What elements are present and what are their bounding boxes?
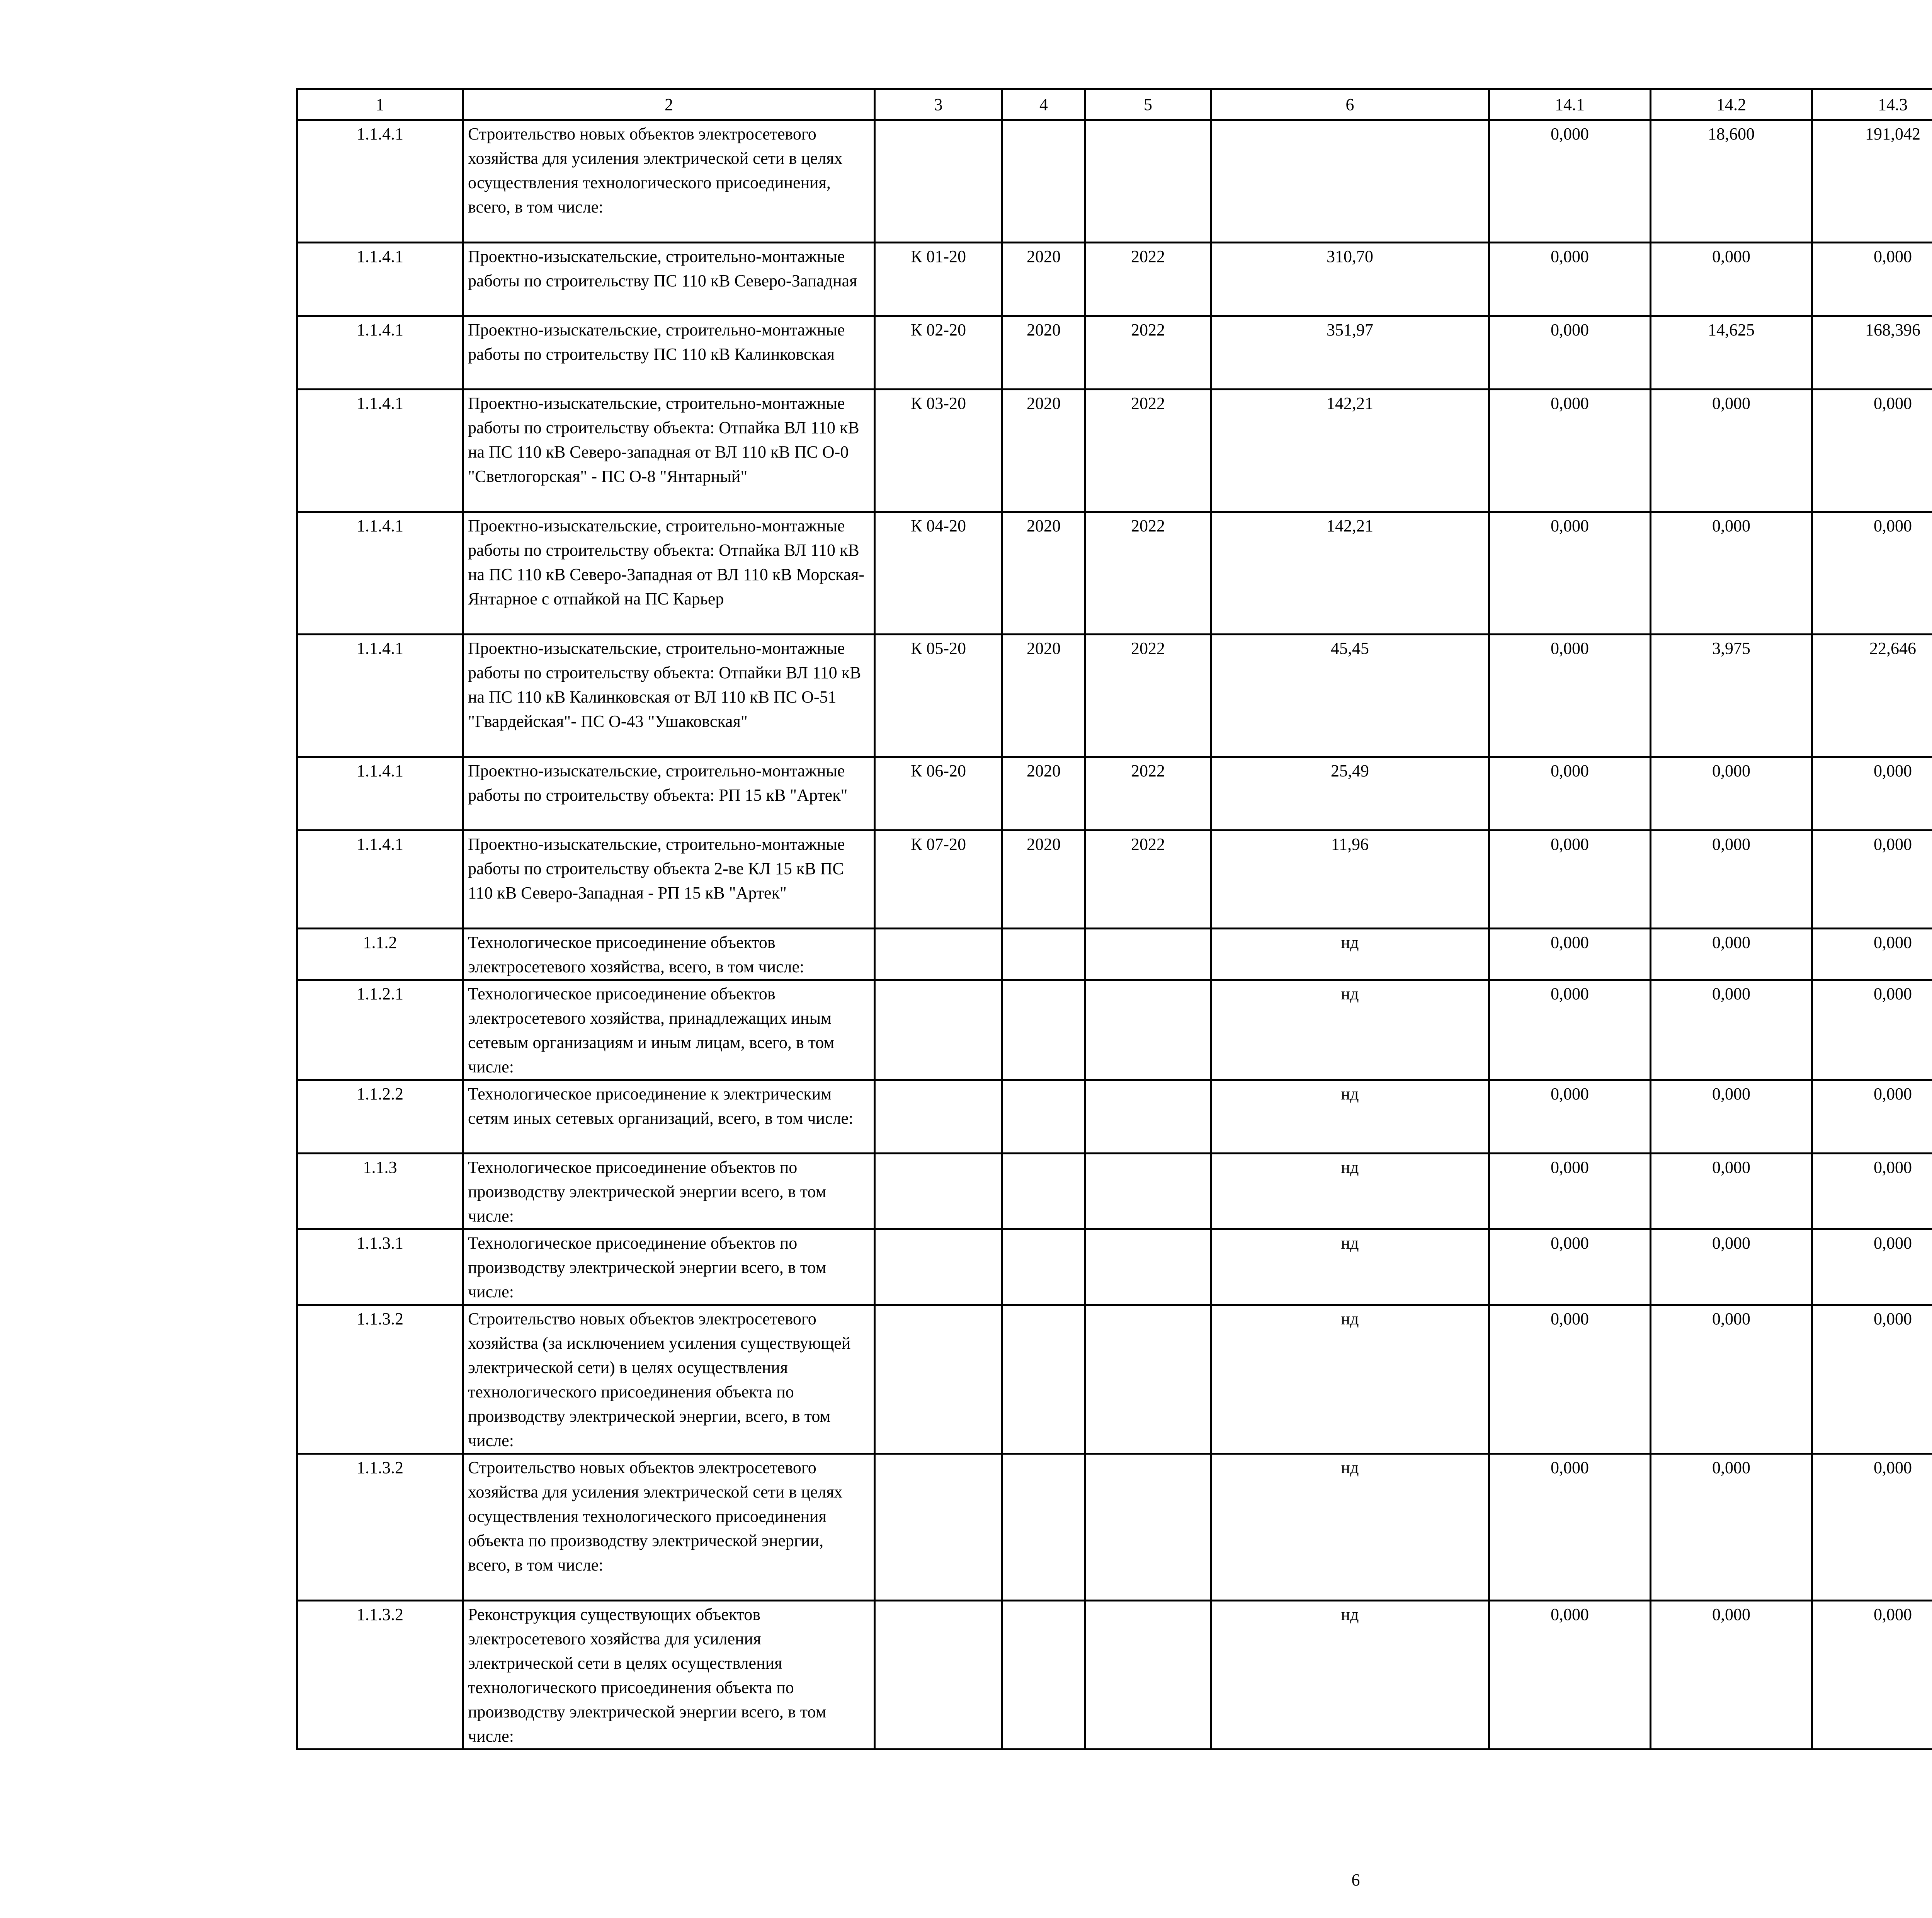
row-col-14-1: 0,000	[1489, 512, 1651, 635]
row-col-14-3: 0,000	[1812, 929, 1932, 980]
header-cell: 5	[1085, 89, 1211, 120]
row-col-14-2: 0,000	[1651, 1454, 1812, 1601]
row-start-year: 2020	[1002, 316, 1085, 390]
row-start-year	[1002, 1229, 1085, 1305]
row-col-14-3: 0,000	[1812, 390, 1932, 512]
header-cell: 3	[875, 89, 1002, 120]
header-cell: 6	[1211, 89, 1489, 120]
row-col-14-1: 0,000	[1489, 1154, 1651, 1229]
row-col-6: нд	[1211, 980, 1489, 1080]
header-cell: 1	[297, 89, 463, 120]
row-col-14-2: 0,000	[1651, 1229, 1812, 1305]
row-start-year	[1002, 1454, 1085, 1601]
row-col-14-2: 0,000	[1651, 831, 1812, 929]
row-end-year: 2022	[1085, 512, 1211, 635]
row-code: 1.1.3.2	[297, 1454, 463, 1601]
row-name: Строительство новых объектов электросетевого хозяйства для усиления электрической сети в целях осуществления технологического присоединения объекта по производству электрической энергии, всего, в том числе:	[463, 1454, 875, 1601]
row-col-14-3: 0,000	[1812, 1454, 1932, 1601]
row-name: Проектно-изыскательские, строительно-монтажные работы по строительству объекта: Отпайка ВЛ 110 кВ на ПС 110 кВ Северо-западная от ВЛ 110 кВ ПС О-0 "Светлогорская" - ПС О-8 "Янтарный"	[463, 390, 875, 512]
row-project-code: К 06-20	[875, 757, 1002, 831]
row-project-code: К 01-20	[875, 243, 1002, 316]
row-col-14-3: 191,042	[1812, 120, 1932, 243]
row-col-14-1: 0,000	[1489, 980, 1651, 1080]
row-code: 1.1.4.1	[297, 243, 463, 316]
row-name: Проектно-изыскательские, строительно-монтажные работы по строительству объекта: Отпайки ВЛ 110 кВ на ПС 110 кВ Калинковская от ВЛ 110 кВ ПС О-51 "Гвардейская"- ПС О-43 "Ушаковская"	[463, 635, 875, 757]
row-col-6: нд	[1211, 1229, 1489, 1305]
row-name: Технологическое присоединение объектов по производству электрической энергии всего, в том числе:	[463, 1229, 875, 1305]
row-name: Технологическое присоединение объектов электросетевого хозяйства, принадлежащих иным сетевым организациям и иным лицам, всего, в том числе:	[463, 980, 875, 1080]
table-row	[297, 1229, 1932, 1305]
row-start-year	[1002, 1601, 1085, 1750]
row-end-year: 2022	[1085, 831, 1211, 929]
row-name: Технологическое присоединение объектов по производству электрической энергии всего, в том числе:	[463, 1154, 875, 1229]
row-col-6: 11,96	[1211, 831, 1489, 929]
row-name: Проектно-изыскательские, строительно-монтажные работы по строительству ПС 110 кВ Северо-Западная	[463, 243, 875, 316]
row-col-6: 351,97	[1211, 316, 1489, 390]
header-cell: 14.2	[1651, 89, 1812, 120]
row-col-14-2: 0,000	[1651, 1154, 1812, 1229]
row-project-code: К 04-20	[875, 512, 1002, 635]
row-start-year: 2020	[1002, 831, 1085, 929]
row-col-6: 142,21	[1211, 390, 1489, 512]
row-start-year	[1002, 980, 1085, 1080]
row-project-code	[875, 1305, 1002, 1454]
row-project-code	[875, 929, 1002, 980]
row-col-14-3: 0,000	[1812, 1601, 1932, 1750]
row-col-6: 25,49	[1211, 757, 1489, 831]
row-project-code	[875, 1080, 1002, 1154]
row-code: 1.1.4.1	[297, 635, 463, 757]
row-col-14-1: 0,000	[1489, 1229, 1651, 1305]
row-name: Реконструкция существующих объектов электросетевого хозяйства для усиления электрической сети в целях осуществления технологического присоединения объекта по производству электрической энергии всего, в том числе:	[463, 1601, 875, 1750]
row-name: Технологическое присоединение к электрическим сетям иных сетевых организаций, всего, в том числе:	[463, 1080, 875, 1154]
row-end-year: 2022	[1085, 757, 1211, 831]
row-start-year	[1002, 1154, 1085, 1229]
row-start-year: 2020	[1002, 390, 1085, 512]
row-end-year: 2022	[1085, 316, 1211, 390]
row-name: Строительство новых объектов электросетевого хозяйства для усиления электрической сети в целях осуществления технологического присоединения, всего, в том числе:	[463, 120, 875, 243]
row-col-14-2: 3,975	[1651, 635, 1812, 757]
row-col-6: нд	[1211, 1080, 1489, 1154]
row-project-code	[875, 1454, 1002, 1601]
table-row	[297, 635, 1932, 757]
row-start-year: 2020	[1002, 243, 1085, 316]
row-end-year: 2022	[1085, 635, 1211, 757]
row-code: 1.1.4.1	[297, 316, 463, 390]
row-end-year	[1085, 1154, 1211, 1229]
table-row	[297, 1454, 1932, 1601]
row-col-14-2: 0,000	[1651, 243, 1812, 316]
row-col-14-3: 0,000	[1812, 1154, 1932, 1229]
row-start-year: 2020	[1002, 757, 1085, 831]
header-cell: 2	[463, 89, 875, 120]
row-end-year	[1085, 929, 1211, 980]
row-start-year: 2020	[1002, 635, 1085, 757]
row-end-year	[1085, 120, 1211, 243]
row-col-14-2: 0,000	[1651, 1080, 1812, 1154]
row-code: 1.1.3	[297, 1154, 463, 1229]
table-row	[297, 1154, 1932, 1229]
row-col-14-2: 0,000	[1651, 757, 1812, 831]
row-project-code	[875, 1154, 1002, 1229]
row-col-6: 310,70	[1211, 243, 1489, 316]
row-code: 1.1.2.2	[297, 1080, 463, 1154]
row-project-code: К 02-20	[875, 316, 1002, 390]
row-start-year	[1002, 120, 1085, 243]
row-col-14-3: 0,000	[1812, 512, 1932, 635]
row-col-14-1: 0,000	[1489, 243, 1651, 316]
row-name: Строительство новых объектов электросетевого хозяйства (за исключением усиления существующей электрической сети) в целях осуществления технологического присоединения объекта по производству электрической энергии, всего, в том числе:	[463, 1305, 875, 1454]
row-col-14-3: 0,000	[1812, 1080, 1932, 1154]
table-row	[297, 929, 1932, 980]
row-col-14-2: 0,000	[1651, 390, 1812, 512]
row-col-14-2: 14,625	[1651, 316, 1812, 390]
row-col-6: нд	[1211, 1454, 1489, 1601]
table-row	[297, 757, 1932, 831]
row-code: 1.1.3.2	[297, 1305, 463, 1454]
row-name: Проектно-изыскательские, строительно-монтажные работы по строительству ПС 110 кВ Калинковская	[463, 316, 875, 390]
row-col-6: нд	[1211, 1154, 1489, 1229]
row-code: 1.1.3.1	[297, 1229, 463, 1305]
table-row	[297, 1080, 1932, 1154]
row-col-14-2: 0,000	[1651, 1305, 1812, 1454]
row-start-year	[1002, 1305, 1085, 1454]
row-col-6	[1211, 120, 1489, 243]
table-row	[297, 1305, 1932, 1454]
row-code: 1.1.4.1	[297, 390, 463, 512]
row-col-14-1: 0,000	[1489, 390, 1651, 512]
table-row	[297, 1601, 1932, 1750]
investment-program-table	[296, 88, 1932, 1750]
row-end-year: 2022	[1085, 390, 1211, 512]
row-code: 1.1.4.1	[297, 831, 463, 929]
row-col-6: нд	[1211, 929, 1489, 980]
column-number-header-row	[297, 89, 1932, 120]
row-code: 1.1.4.1	[297, 120, 463, 243]
row-col-14-3: 0,000	[1812, 980, 1932, 1080]
row-code: 1.1.4.1	[297, 757, 463, 831]
row-col-14-3: 0,000	[1812, 831, 1932, 929]
row-col-14-1: 0,000	[1489, 316, 1651, 390]
row-col-14-1: 0,000	[1489, 1454, 1651, 1601]
row-name: Технологическое присоединение объектов электросетевого хозяйства, всего, в том числе:	[463, 929, 875, 980]
row-project-code: К 07-20	[875, 831, 1002, 929]
row-col-14-1: 0,000	[1489, 929, 1651, 980]
row-name: Проектно-изыскательские, строительно-монтажные работы по строительству объекта: РП 15 кВ "Артек"	[463, 757, 875, 831]
table-row	[297, 980, 1932, 1080]
row-col-14-3: 0,000	[1812, 243, 1932, 316]
row-end-year: 2022	[1085, 243, 1211, 316]
row-project-code: К 05-20	[875, 635, 1002, 757]
table-row	[297, 512, 1932, 635]
row-col-14-3: 0,000	[1812, 1305, 1932, 1454]
row-col-14-2: 0,000	[1651, 1601, 1812, 1750]
row-project-code	[875, 120, 1002, 243]
row-col-14-3: 168,396	[1812, 316, 1932, 390]
row-end-year	[1085, 1454, 1211, 1601]
row-end-year	[1085, 1601, 1211, 1750]
row-start-year	[1002, 1080, 1085, 1154]
table-row	[297, 390, 1932, 512]
row-col-14-1: 0,000	[1489, 831, 1651, 929]
row-col-14-1: 0,000	[1489, 1080, 1651, 1154]
row-end-year	[1085, 1229, 1211, 1305]
header-cell: 4	[1002, 89, 1085, 120]
row-start-year: 2020	[1002, 512, 1085, 635]
row-col-14-1: 0,000	[1489, 757, 1651, 831]
row-col-14-2: 0,000	[1651, 929, 1812, 980]
row-code: 1.1.2.1	[297, 980, 463, 1080]
row-col-14-3: 0,000	[1812, 757, 1932, 831]
row-end-year	[1085, 980, 1211, 1080]
header-cell: 14.1	[1489, 89, 1651, 120]
row-code: 1.1.2	[297, 929, 463, 980]
row-end-year	[1085, 1080, 1211, 1154]
row-name: Проектно-изыскательские, строительно-монтажные работы по строительству объекта: Отпайка ВЛ 110 кВ на ПС 110 кВ Северо-Западная от ВЛ 110 кВ Морская-Янтарное с отпайкой на ПС Карьер	[463, 512, 875, 635]
row-col-14-1: 0,000	[1489, 1601, 1651, 1750]
table-row	[297, 243, 1932, 316]
row-col-14-1: 0,000	[1489, 1305, 1651, 1454]
row-project-code	[875, 1601, 1002, 1750]
table-body	[297, 89, 1932, 1750]
row-start-year	[1002, 929, 1085, 980]
table-row	[297, 831, 1932, 929]
row-col-14-2: 0,000	[1651, 980, 1812, 1080]
row-col-6: 45,45	[1211, 635, 1489, 757]
row-col-14-2: 0,000	[1651, 512, 1812, 635]
header-cell: 14.3	[1812, 89, 1932, 120]
row-col-14-3: 22,646	[1812, 635, 1932, 757]
row-col-6: нд	[1211, 1601, 1489, 1750]
row-col-14-3: 0,000	[1812, 1229, 1932, 1305]
table-row	[297, 120, 1932, 243]
row-col-6: 142,21	[1211, 512, 1489, 635]
page-number: 6	[1351, 1870, 1360, 1889]
table-row	[297, 316, 1932, 390]
row-col-6: нд	[1211, 1305, 1489, 1454]
row-code: 1.1.4.1	[297, 512, 463, 635]
row-project-code	[875, 980, 1002, 1080]
row-col-14-1: 0,000	[1489, 120, 1651, 243]
row-code: 1.1.3.2	[297, 1601, 463, 1750]
row-col-14-2: 18,600	[1651, 120, 1812, 243]
row-project-code: К 03-20	[875, 390, 1002, 512]
row-end-year	[1085, 1305, 1211, 1454]
row-project-code	[875, 1229, 1002, 1305]
row-name: Проектно-изыскательские, строительно-монтажные работы по строительству объекта 2-ве КЛ 15 кВ ПС 110 кВ Северо-Западная - РП 15 кВ "Артек"	[463, 831, 875, 929]
row-col-14-1: 0,000	[1489, 635, 1651, 757]
